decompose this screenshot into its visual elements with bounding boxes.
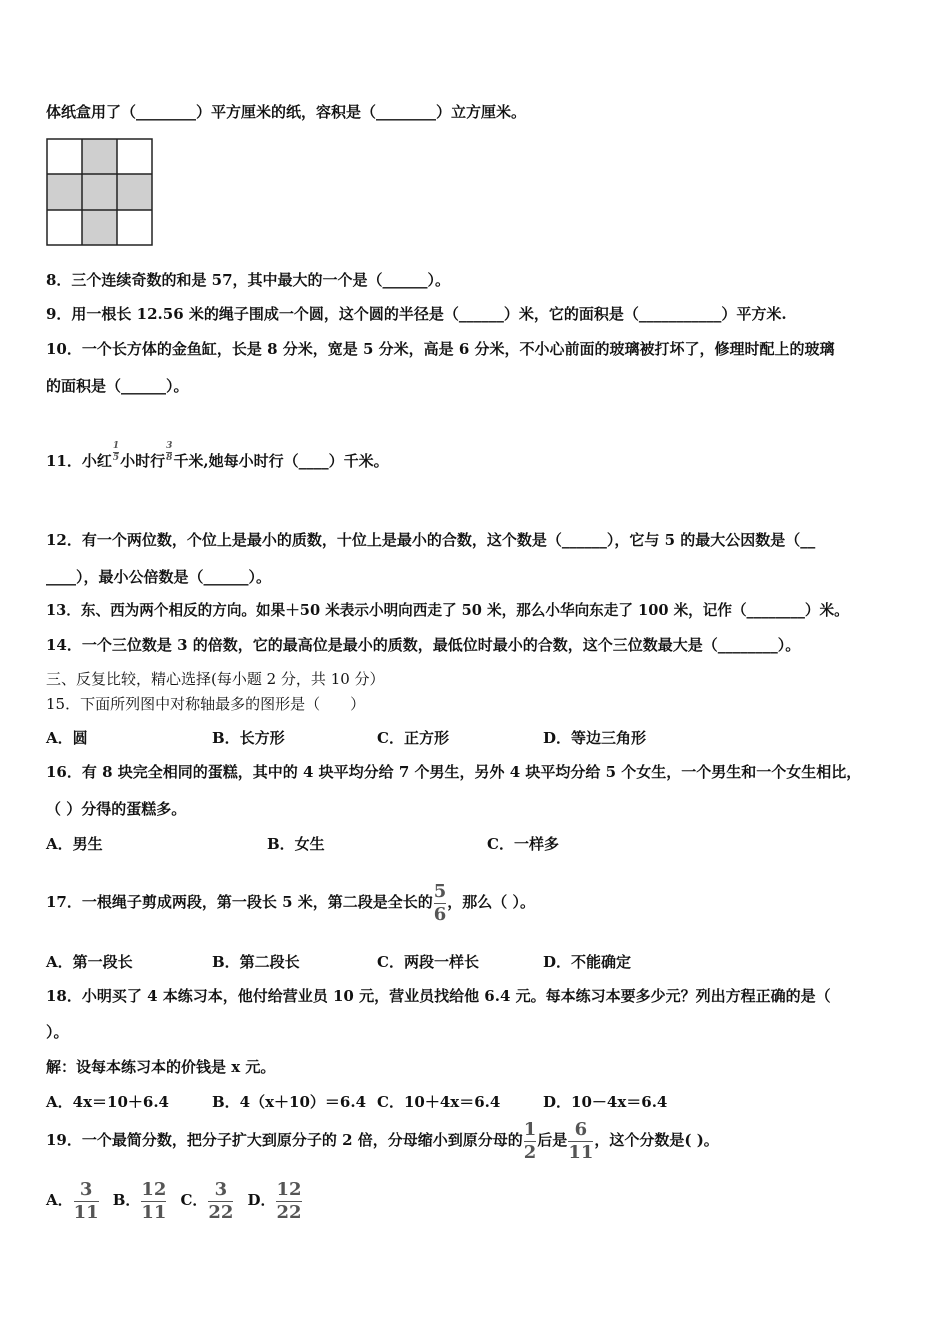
q17-text-b: ，那么（ ）。 (447, 893, 536, 911)
q11-text-c: 千米,她每小时行（____）千米。 (173, 452, 389, 470)
q16-option-a: A．男生 (46, 835, 103, 853)
fraction-denominator: 11 (568, 1141, 594, 1163)
q18-option-a: A．4x＝10＋6.4 (46, 1093, 169, 1111)
q19-option-d-label: D． (247, 1191, 276, 1209)
q15-option-d: D．等边三角形 (543, 729, 647, 747)
line-q7-end: 体纸盒用了（________）平方厘米的纸，容积是（________）立方厘米。 (46, 103, 527, 121)
fraction-1-5 (113, 442, 119, 463)
q19-option-b-label: B． (112, 1191, 141, 1209)
fraction-numerator: 12 (141, 1178, 167, 1200)
question-18-solution: 解：设每本练习本的价钱是 x 元。 (46, 1058, 276, 1076)
question-14: 14．一个三位数是 3 的倍数，它的最高位是最小的质数，最低位时最小的合数，这个三位数最大是（________）。 (46, 636, 801, 654)
question-18-line1: 18．小明买了 4 本练习本，他付给营业员 10 元，营业员找给他 6.4 元。每本练习本要多少元？列出方程正确的是（ (46, 987, 831, 1005)
q17-option-a: A．第一段长 (46, 953, 133, 971)
fraction-1-2 (523, 1118, 537, 1163)
question-13: 13．东、西为两个相反的方向。如果＋50 米表示小明向西走了 50 米，那么小华向东走了 100 米，记作（________）米。 (46, 602, 849, 619)
question-9: 9．用一根长 12.56 米的绳子围成一个圆，这个圆的半径是（______）米，它的面积是（___________）平方米. (46, 305, 787, 323)
q17-option-c: C．两段一样长 (377, 953, 479, 971)
q19-option-b-fraction (141, 1178, 167, 1223)
question-18-line2: ）。 (46, 1023, 69, 1041)
q19-option-a-label: A． (46, 1191, 73, 1209)
fraction-denominator: 22 (208, 1201, 234, 1223)
q15-option-a: A．圆 (46, 729, 88, 747)
question-16-line1: 16．有 8 块完全相同的蛋糕，其中的 4 块平均分给 7 个男生，另外 4 块平均分给 5 个女生，一个男生和一个女生相比， (46, 763, 862, 781)
q17-option-b: B．第二段长 (212, 953, 300, 971)
fraction-6-11 (568, 1118, 594, 1163)
q19-options (46, 1178, 303, 1222)
cube-net-figure (46, 138, 156, 248)
q19-option-c-label: C． (180, 1191, 208, 1209)
fraction-numerator: 5 (433, 880, 447, 902)
question-12-line2: ____），最小公倍数是（______）。 (46, 568, 272, 586)
fraction-numerator: 1 (523, 1118, 537, 1140)
q11-text-a: 11．小红 (46, 452, 112, 470)
q19-text-a: 19．一个最简分数，把分子扩大到原分子的 2 倍，分母缩小到原分母的 (46, 1131, 523, 1149)
fraction-numerator: 1 (112, 441, 120, 451)
q15-option-c: C．正方形 (377, 729, 449, 747)
q19-text-c: ，这个分数是( )。 (594, 1131, 719, 1149)
question-12-line1: 12．有一个两位数，个位上是最小的质数，十位上是最小的合数，这个数是（______），它与 5 的最大公因数是（__ (46, 531, 816, 549)
q18-option-d: D．10－4x＝6.4 (543, 1093, 668, 1111)
fraction-denominator: 22 (276, 1201, 302, 1223)
question-17 (46, 880, 535, 924)
question-15: 15．下面所列图中对称轴最多的图形是（ ） (46, 695, 366, 713)
fraction-denominator: 11 (141, 1201, 167, 1223)
fraction-numerator: 6 (574, 1118, 588, 1140)
fraction-denominator: 5 (112, 453, 120, 463)
q17-text-a: 17．一根绳子剪成两段，第一段长 5 米，第二段是全长的 (46, 893, 433, 911)
question-8: 8．三个连续奇数的和是 57，其中最大的一个是（______）。 (46, 271, 451, 289)
fraction-numerator: 3 (79, 1178, 93, 1200)
question-11 (46, 442, 389, 471)
fraction-numerator: 3 (166, 441, 173, 451)
fraction-denominator: 11 (73, 1201, 99, 1223)
q17-option-d: D．不能确定 (543, 953, 632, 971)
fraction-denominator: 6 (433, 903, 447, 925)
fraction-numerator: 3 (214, 1178, 228, 1200)
question-10-line1: 10．一个长方体的金鱼缸，长是 8 分米，宽是 5 分米，高是 6 分米，不小心前面的玻璃被打坏了，修理时配上的玻璃 (46, 340, 835, 358)
question-16-line2: （ ）分得的蛋糕多。 (46, 800, 187, 818)
fraction-denominator: 2 (523, 1141, 537, 1163)
q16-option-c: C．一样多 (487, 835, 559, 853)
question-10-line2: 的面积是（______）。 (46, 377, 189, 395)
fraction-denominator: 8 (166, 453, 173, 463)
q19-option-c-fraction (208, 1178, 234, 1223)
q19-option-a-fraction (73, 1178, 99, 1223)
q18-option-c: C．10＋4x＝6.4 (377, 1093, 501, 1111)
section-3-heading: 三、反复比较，精心选择(每小题 2 分，共 10 分） (46, 670, 385, 688)
fraction-numerator: 12 (276, 1178, 302, 1200)
fraction-5-6 (433, 880, 447, 925)
question-19 (46, 1118, 719, 1162)
q18-option-b: B．4（x＋10）＝6.4 (212, 1093, 367, 1111)
q15-option-b: B．长方形 (212, 729, 285, 747)
q16-option-b: B．女生 (267, 835, 325, 853)
fraction-3-8 (166, 442, 172, 463)
q19-text-b: 后是 (537, 1131, 568, 1149)
q11-text-b: 小时行 (120, 452, 166, 470)
q19-option-d-fraction (276, 1178, 302, 1223)
